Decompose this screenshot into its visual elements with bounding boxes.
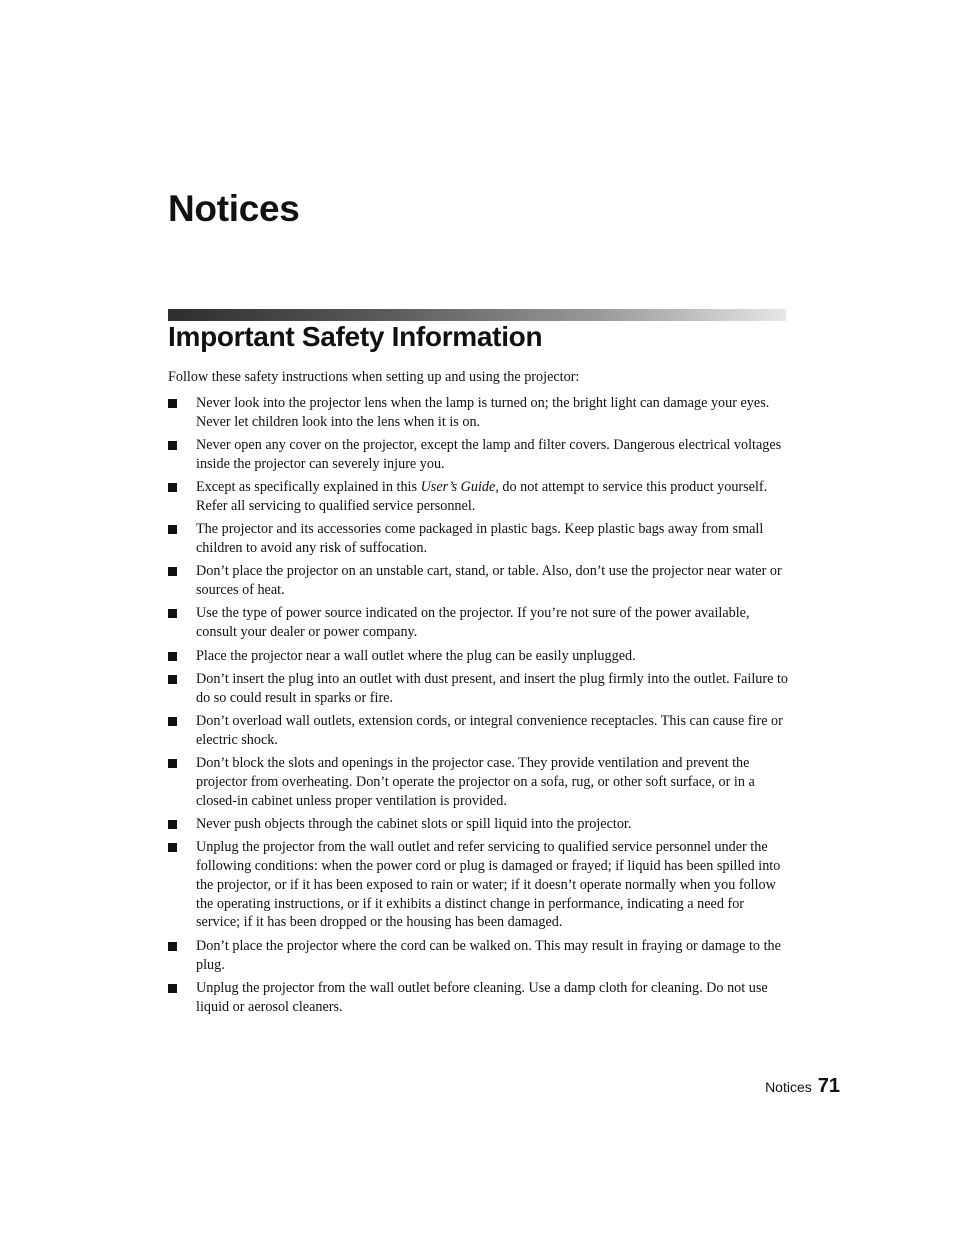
square-bullet-icon <box>168 843 177 852</box>
list-item-text: The projector and its accessories come packaged in plastic bags. Keep plastic bags away from small children to avoid any risk of suffocation. <box>196 521 764 557</box>
list-item-text: Except as specifically explained in this <box>196 479 421 496</box>
list-item <box>168 394 788 432</box>
square-bullet-icon <box>168 483 177 492</box>
list-item <box>168 604 788 642</box>
square-bullet-icon <box>168 567 177 576</box>
square-bullet-icon <box>168 399 177 408</box>
page-number: 71 <box>817 1075 840 1097</box>
list-item-text: , do not attempt to service this product yourself. Refer all servicing to qualified service personnel. <box>196 479 768 514</box>
list-item-text: Don’t block the slots and openings in the projector case. They provide ventilation and prevent the projector from overheating. Don’t operate the projector on a sofa, rug, or other soft surface, or in a closed-in cabinet unless proper ventilation is provided. <box>196 755 755 809</box>
square-bullet-icon <box>168 652 177 661</box>
square-bullet-icon <box>168 820 177 829</box>
list-item-text: Place the projector near a wall outlet where the plug can be easily unplugged. <box>196 647 636 664</box>
section-title: Important Safety Information <box>168 321 543 352</box>
square-bullet-icon <box>168 984 177 993</box>
list-item <box>168 712 788 750</box>
page-footer <box>765 1075 840 1098</box>
list-item-text: Never look into the projector lens when the lamp is turned on; the bright light can damage your eyes. Never let children look into the lens when it is on. <box>196 395 770 430</box>
list-item <box>168 838 788 932</box>
square-bullet-icon <box>168 942 177 951</box>
list-item <box>168 478 788 516</box>
chapter-title: Notices <box>168 188 300 229</box>
square-bullet-icon <box>168 525 177 534</box>
list-item-text: Never open any cover on the projector, except the lamp and filter covers. Dangerous electrical voltages inside the projector can severely injure you. <box>196 437 782 472</box>
list-item-text: Unplug the projector from the wall outlet before cleaning. Use a damp cloth for cleaning. Do not use liquid or aerosol cleaners. <box>196 979 768 1015</box>
intro-paragraph: Follow these safety instructions when setting up and using the projector: <box>168 369 580 385</box>
list-item <box>168 670 788 708</box>
list-item <box>168 520 788 558</box>
list-item <box>168 562 788 600</box>
list-item-text: Use the type of power source indicated on the projector. If you’re not sure of the power available, consult your dealer or power company. <box>196 605 750 641</box>
list-item <box>168 754 788 810</box>
list-item <box>168 647 788 666</box>
square-bullet-icon <box>168 609 177 618</box>
list-item-text: Unplug the projector from the wall outlet and refer servicing to qualified service personnel under the following conditions: when the power cord or plug is damaged or frayed; if liquid has been spilled into the projector, or if it has been exposed to rain or water; if it doesn’t operate normally when you follow the operating instructions, or if it exhibits a distinct change in performance, indicating a need for service; if it has been dropped or the housing has been damaged. <box>196 839 781 931</box>
square-bullet-icon <box>168 675 177 684</box>
footer-section-label: Notices <box>765 1079 812 1095</box>
list-item <box>168 815 788 834</box>
square-bullet-icon <box>168 759 177 768</box>
users-guide-title: User’s Guide <box>420 479 496 496</box>
list-item <box>168 937 788 975</box>
list-item-text: Never push objects through the cabinet slots or spill liquid into the projector. <box>196 815 632 832</box>
list-item <box>168 979 788 1017</box>
safety-instructions-list <box>168 394 788 1021</box>
list-item-text: Don’t place the projector where the cord can be walked on. This may result in fraying or damage to the plug. <box>196 937 781 973</box>
list-item-text: Don’t place the projector on an unstable cart, stand, or table. Also, don’t use the projector near water or sources of heat. <box>196 563 782 599</box>
list-item-text: Don’t overload wall outlets, extension cords, or integral convenience receptacles. This can cause fire or electric shock. <box>196 712 783 748</box>
square-bullet-icon <box>168 441 177 450</box>
square-bullet-icon <box>168 717 177 726</box>
list-item-text: Don’t insert the plug into an outlet with dust present, and insert the plug firmly into the outlet. Failure to do so could result in sparks or fire. <box>196 670 788 706</box>
list-item <box>168 436 788 474</box>
